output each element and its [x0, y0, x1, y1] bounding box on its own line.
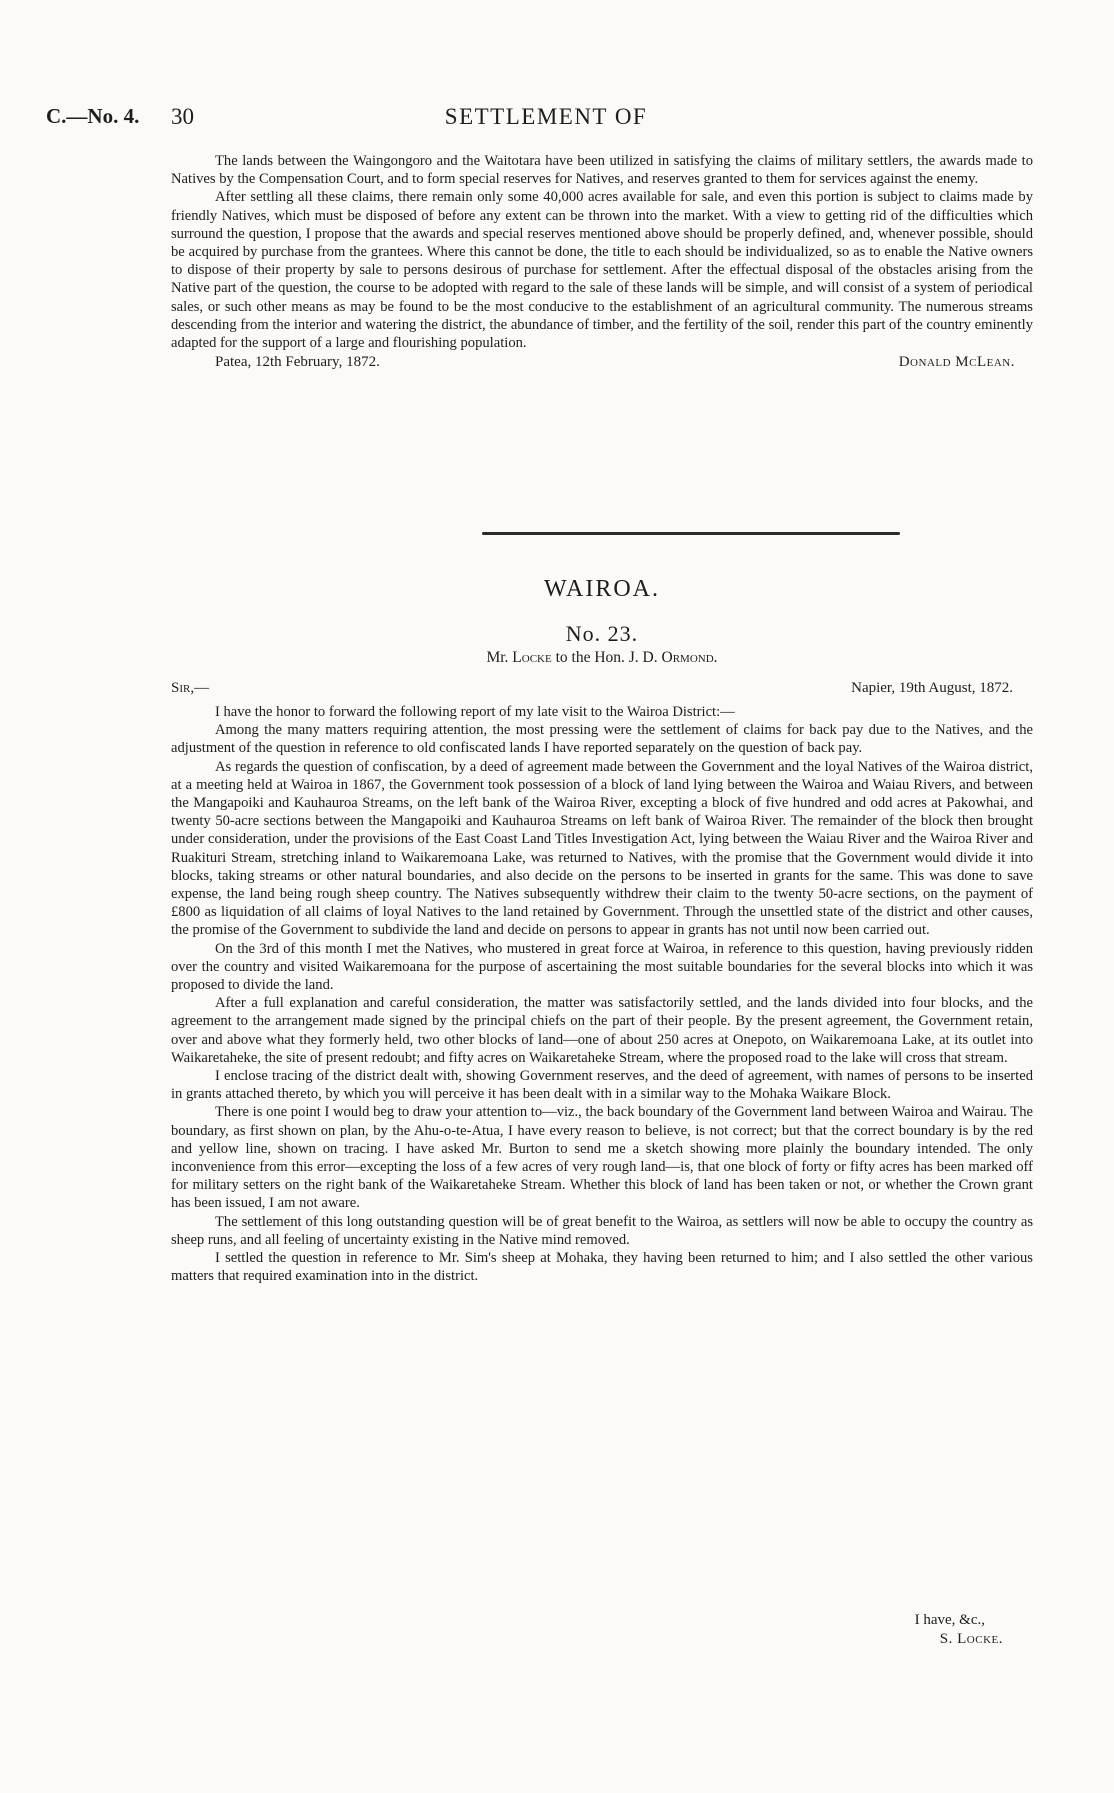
section-divider — [482, 532, 900, 535]
paragraph: I settled the question in reference to Mr. Sim's sheep at Mohaka, they having been returned to him; and I also settled the other various matters that required examination into in the district. — [171, 1250, 1033, 1285]
signature-line — [171, 354, 1033, 376]
letter-date: Napier, 19th August, 1872. — [851, 680, 1013, 696]
paragraph: Among the many matters requiring attention, the most pressing were the settlement of claims for back pay due to the Natives, and the adjustment of the question in reference to old confiscated lands I have reported separately on the question of back pay. — [171, 722, 1033, 757]
sender-name: Locke — [512, 649, 552, 666]
page-number: 30 — [171, 104, 194, 129]
paragraph: I enclose tracing of the district dealt with, showing Government reserves, and the deed of agreement, with names of persons to be inserted in grants attached thereto, by which you will perceive it has been dealt with in a similar way to the Mohaka Waikare Block. — [171, 1068, 1033, 1103]
signature: S. Locke. — [939, 1631, 1003, 1647]
section-patea-report — [171, 152, 1033, 376]
from-mid: to the Hon. J. D. — [551, 649, 662, 666]
letter-closing — [171, 1611, 1033, 1649]
salutation-line — [171, 680, 1033, 702]
letter-sender-recipient — [171, 649, 1033, 667]
paragraph: There is one point I would beg to draw your attention to—viz., the back boundary of the Government land between Wairoa and Wairau. The boundary, as first shown on plan, by the Ahu-o-te-Atua, I have every reason to believe, is not correct; but that the correct boundary is by the red and yellow line, shown on tracing. I have asked Mr. Burton to send me a sketch showing more plainly the boundary intended. The only inconvenience from this error—excepting the loss of a few acres of very rough land—is, that one block of forty or fifty acres has been marked off for military setters on the right bank of the Waikaretaheke Stream. Whether this block of land has been taken or not, or whether the Crown grant has been issued, I am not aware. — [171, 1104, 1033, 1212]
paragraph: After a full explanation and careful consideration, the matter was satisfactorily settled, and the lands divided into four blocks, and the agreement to the arrangement made signed by the principal chiefs on the part of their people. By the present agreement, the Government retain, over and above what they formerly held, two other blocks of land—one of about 250 acres at Onepoto, on Waikaremoana Lake, at its outlet into Waikaretaheke, the site of present redoubt; and fifty acres on Waikaretaheke Stream, where the proposed road to the lake will cross that stream. — [171, 995, 1033, 1066]
paragraph: The settlement of this long outstanding question will be of great benefit to the Wairoa, as settlers will now be able to occupy the country as sheep runs, and all feeling of uncertainty existing in the Native mind removed. — [171, 1213, 1033, 1248]
section-heading: WAIROA. — [544, 576, 660, 602]
from-prefix: Mr. — [486, 649, 513, 666]
paragraph: I have the honor to forward the following report of my late visit to the Wairoa District:— — [215, 704, 735, 720]
recipient-name: Ormond. — [661, 649, 718, 666]
paragraph: As regards the question of confiscation, by a deed of agreement made between the Government and the loyal Natives of the Wairoa district, at a meeting held at Wairoa in 1867, the Government took possession of a block of land lying between the Wairoa and Waiau Rivers, and between the Mangapoiki and Kauhauroa Streams, on the left bank of the Wairoa River, excepting a block of five hundred and odd acres at Pakowhai, and twenty 50-acre sections between the Mangapoiki and Kauhauroa Streams on left bank of Wairoa River. The remainder of the block then brought under consideration, under the provisions of the East Coast Land Titles Investigation Act, lying between the Waiau River and the Wairoa River and Ruakituri Stream, stretching inland to Waikaremoana Lake, was returned to Natives, with the promise that the Government would divide it into blocks, taking streams or other natural boundaries, and also decide on the persons to be inserted in grants for the same. This was done to save expense, the land being rough sheep country. The Natives subsequently withdrew their claim to the twenty 50-acre sections, on the payment of £800 as liquidation of all claims of loyal Natives to the land retained by Government. Through the unsettled state of the district and other causes, the promise of the Government to subdivide the land and decide on persons to appear in grants has not until now been carried out. — [171, 758, 1033, 939]
running-title: SETTLEMENT OF — [444, 104, 648, 129]
section-wairoa-letter — [171, 703, 1033, 1286]
letter-number: No. 23. — [565, 621, 639, 646]
signature: Donald McLean. — [898, 354, 1015, 371]
page-header — [46, 104, 1046, 138]
salutation: Sir,— — [171, 680, 210, 696]
closing-phrase: I have, &c., — [914, 1612, 985, 1628]
paragraph: The lands between the Waingongoro and the Waitotara have been utilized in satisfying the claims of military settlers, the awards made to Natives by the Compensation Court, and to form special reserves for Natives, and reserves granted to them for services against the enemy. — [171, 153, 1033, 188]
place-date: Patea, 12th February, 1872. — [215, 354, 380, 371]
document-reference: C.—No. 4. — [46, 104, 140, 128]
paragraph: After settling all these claims, there remain only some 40,000 acres available for sale, and even this portion is subject to claims made by friendly Natives, which must be disposed of before any extent can be thrown into the market. With a view to getting rid of the difficulties which surround the question, I propose that the awards and special reserves mentioned above should be properly defined, and, whenever possible, should be acquired by purchase from the grantees. Where this cannot be done, the title to each should be individualized, so as to enable the Native owners to dispose of their property by sale to persons desirous of purchase for settlement. After the effectual disposal of the obstacles arising from the Native part of the question, the course to be adopted with regard to the sale of these lands will be simple, and will consist of a system of periodical sales, or such other means as may be found to be the most conducive to the establishment of an agricultural community. The numerous streams descending from the interior and watering the district, the abundance of timber, and the fertility of the soil, render this part of the country eminently adapted for the support of a large and flourishing population. — [171, 189, 1033, 352]
paragraph: On the 3rd of this month I met the Natives, who mustered in great force at Wairoa, in reference to this question, having previously ridden over the country and visited Waikaremoana for the purpose of ascertaining the most suitable boundaries for the several blocks into which it was proposed to divide the land. — [171, 940, 1033, 994]
